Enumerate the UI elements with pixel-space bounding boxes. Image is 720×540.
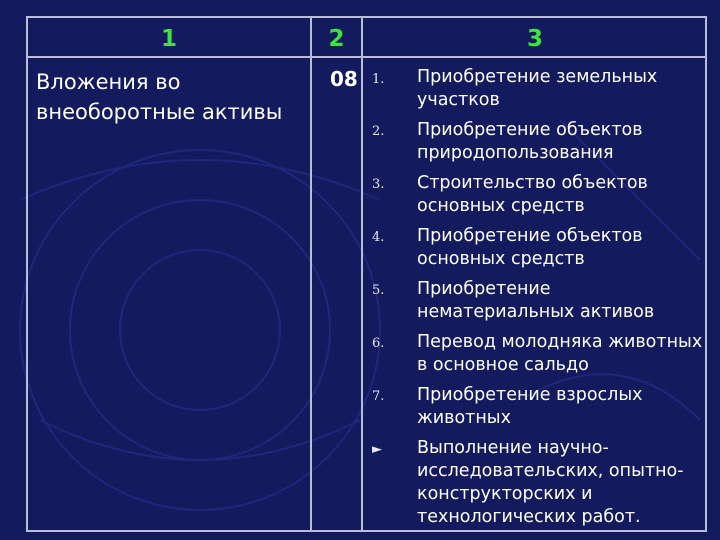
header-divider — [28, 56, 705, 58]
item-marker: 3. — [372, 177, 385, 192]
list-item: Приобретение земельных участков — [417, 67, 658, 110]
column-divider — [361, 18, 363, 530]
header-col-1: 1 — [160, 26, 177, 52]
data-table — [26, 16, 707, 532]
item-marker: 2. — [372, 124, 385, 139]
list-item: Приобретение объектов природопользования — [417, 120, 643, 163]
column-divider — [310, 18, 312, 530]
item-marker: 5. — [372, 283, 385, 298]
item-marker: 4. — [372, 230, 385, 245]
list-item: Перевод молодняка животных в основное сальдо — [417, 332, 703, 375]
header-col-3: 3 — [526, 26, 543, 52]
list-item: Приобретение взрослых животных — [417, 385, 643, 428]
item-marker: 7. — [372, 389, 385, 404]
header-col-2: 2 — [328, 26, 345, 52]
list-item: Строительство объектов основных средств — [417, 173, 648, 216]
account-name: Вложения во внеоборотные активы — [36, 70, 283, 124]
bullet-arrow-icon: ► — [372, 442, 382, 457]
list-item: Выполнение научно-исследовательских, опытно-конструкторских и технологических работ. — [417, 438, 684, 527]
item-marker: 6. — [372, 336, 385, 351]
list-item: Приобретение нематериальных активов — [417, 279, 655, 322]
account-code: 08 — [330, 67, 358, 91]
item-marker: 1. — [372, 72, 385, 87]
list-item: Приобретение объектов основных средств — [417, 226, 643, 269]
